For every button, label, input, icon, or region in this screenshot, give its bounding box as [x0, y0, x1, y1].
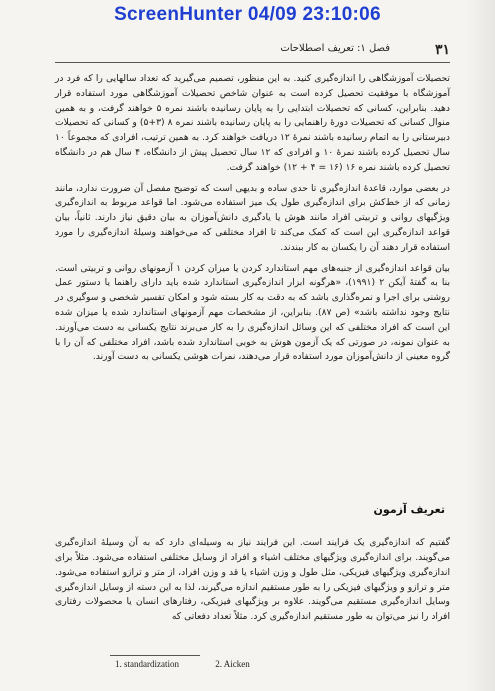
footnote: 1. standardization — [115, 659, 179, 669]
footnote: 2. Aicken — [215, 659, 250, 669]
footnote-divider — [110, 655, 200, 656]
body-text — [55, 72, 450, 371]
section-heading: تعریف آزمون — [373, 503, 445, 516]
screenhunter-watermark: ScreenHunter 04/09 23:10:06 — [114, 4, 381, 25]
paragraph: بیان قواعد اندازه‌گیری از جنبه‌های مهم استاندارد کردن یا میزان کردن ۱ آزمونهای روانی و تربیتی است. بنا به گفتهٔ آیکن ۲ (۱۹۹۱)، «هرگونه ابزار اندازه‌گیری استاندارد شده باید دارای راهنما یا دستور عمل روشنی برای اجرا و نمره‌گذاری باشد که به دقت به کار بسته شود و امکان تفسیر شخصی و سوگیری در نتایج وجود نداشته باشد» (ص ۸۷). بنابراین، از مشخصات مهم آزمونهای استاندارد شده یا میزان شده این است که افراد مختلفی که این وسائل اندازه‌گیری را به کار می‌برند نتایج یکسانی به دست می‌آورند. به عنوان نمونه، در صورتی که یک آزمون هوش به خوبی استاندارد شده باشد، افراد مختلفی که آن را با گروه معینی از دانش‌آموزان مورد استفاده قرار می‌دهند، نمرات هوشی یکسانی به دست آورند. — [55, 262, 450, 363]
paragraph: گفتیم که اندازه‌گیری یک فرایند است. این فرایند نیاز به وسیله‌ای دارد که به آن وسیلهٔ اندازه‌گیری می‌گویند. برای اندازه‌گیری ویژگیهای مختلف اشیاء و افراد از وسایل مختلفی استفاده می‌شود. مثلاً برای اندازه‌گیری ویژگیهای فیزیکی، مثل طول و وزن اشیاء یا قد و وزن افراد، از متر و ترازو استفاده می‌شود. متر و ترازو و ویژگیهای فیزیکی را به طور مستقیم اندازه می‌گیرند، لذا به این دسته از وسایل اندازه‌گیری وسایل اندازه‌گیری مستقیم می‌گویند. علاوه بر ویژگیهای فیزیکی، رفتارهای انسان یا محصولات رفتاری افراد را نیز می‌توان به طور مستقیم اندازه‌گیری کرد. مثلاً تعداد دفعاتی که — [55, 537, 450, 623]
chapter-title: فصل ۱: تعریف اصطلاحات — [280, 43, 390, 54]
section-body — [55, 527, 450, 634]
paragraph: در بعضی موارد، قاعدهٔ اندازه‌گیری تا حدی ساده و بدیهی است که توضیح مفصل آن ضرورت ندارد، مانند زمانی که از خط‌کش برای اندازه‌گیری طول یک میز استفاده می‌شود. اما قواعد مربوط به اندازه‌گیری ویژگیهای روانی و تربیتی افراد مانند هوش یا یادگیری دانش‌آموزان به بیان دقیق نیاز دارند. ثانیاً، بیان قواعد اندازه‌گیری این است که کمک می‌کند تا افراد مختلفی که می‌خواهند وسیلهٔ اندازه‌گیری را مورد استفاده قرار دهند آن را یکسان به کار ببندند. — [55, 182, 450, 253]
footnotes — [115, 659, 284, 669]
page-shadow — [465, 0, 495, 691]
page-header — [55, 40, 450, 63]
page-number: ۳۱ — [434, 42, 450, 58]
paragraph: تحصیلات آموزشگاهی را اندازه‌گیری کنید. به این منظور، تصمیم می‌گیرید که تعداد سالهایی را که فرد در آموزشگاه با موفقیت تحصیل کرده است به عنوان شاخص تحصیلات آموزشگاهی مورد استفاده قرار دهید. بنابراین، کسانی که تحصیلات ابتدایی را به پایان رسانیده باشند نمره ۵ خواهند گرفت، و به همین منوال کسانی که تحصیلات دورهٔ راهنمایی را به پایان رسانیده باشند نمره ۸ (۳+۵) و کسانی که تحصیلات دبیرستانی را به اتمام رسانیده باشند نمرهٔ ۱۲ دریافت خواهند کرد. به همین ترتیب، افرادی که مجموعاً ۱۰ سال تحصیل کرده باشند نمرهٔ ۱۰ و افرادی که ۱۲ سال تحصیل پیش از دانشگاه، ۴ سال هم در دانشگاه تحصیل کرده باشند نمره ۱۶ (۱۶ = ۴ + ۱۲) خواهند گرفت. — [55, 73, 450, 173]
